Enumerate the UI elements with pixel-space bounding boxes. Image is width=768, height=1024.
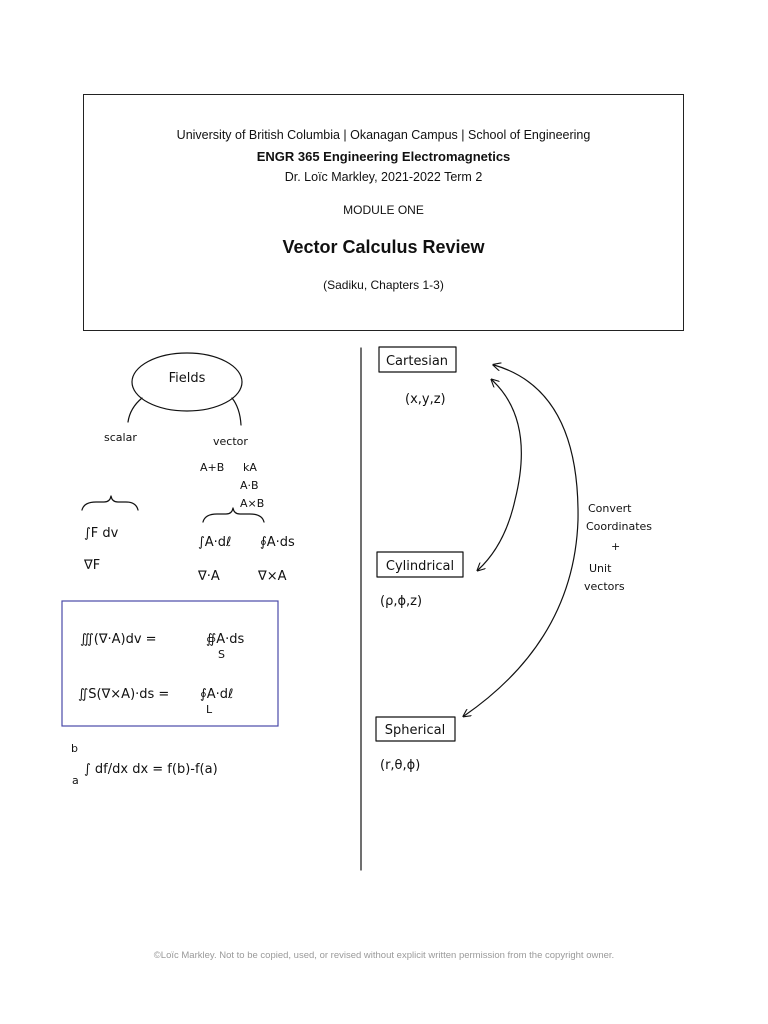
ftc-equation: ∫ df/dx dx = f(b)-f(a) bbox=[84, 762, 218, 777]
cylindrical-vars: (ρ,ϕ,z) bbox=[380, 594, 423, 609]
ftc-lower-limit: a bbox=[72, 774, 79, 787]
volume-integral: ∫F dv bbox=[84, 526, 119, 541]
divergence-theorem-lhs: ∭(∇·A)dv = bbox=[80, 632, 157, 647]
vector-brace bbox=[203, 508, 264, 522]
ftc-upper-limit: b bbox=[71, 742, 78, 755]
stokes-theorem-rhs: ∮A·dℓ bbox=[200, 687, 234, 702]
course-line: ENGR 365 Engineering Electromagnetics bbox=[256, 149, 511, 164]
dot-product: A·B bbox=[240, 479, 259, 492]
convert-note-line-2: Coordinates bbox=[586, 520, 653, 533]
instructor-line: Dr. Loïc Markley, 2021-2022 Term 2 bbox=[284, 170, 483, 184]
scalar-branch bbox=[128, 398, 142, 422]
vector-branch bbox=[232, 398, 241, 425]
convert-note-line-5: vectors bbox=[584, 580, 625, 593]
cartesian-cylindrical-arrow bbox=[478, 380, 521, 570]
surface-integral: ∮A·ds bbox=[260, 535, 295, 550]
line-integral: ∫A·dℓ bbox=[198, 535, 232, 550]
vector-scale: kA bbox=[243, 461, 257, 474]
gradient: ∇F bbox=[84, 558, 101, 573]
cartesian-label: Cartesian bbox=[385, 354, 449, 369]
spherical-label: Spherical bbox=[384, 723, 446, 738]
vector-sum: A+B bbox=[200, 461, 225, 474]
copyright-footer: ©Loïc Markley. Not to be copied, used, or revised without explicit written permission from the copyright owner. bbox=[153, 950, 615, 961]
module-line: MODULE ONE bbox=[343, 203, 424, 217]
cross-product: A×B bbox=[240, 497, 265, 510]
curl: ∇×A bbox=[258, 569, 287, 584]
convert-note-line-1: Convert bbox=[588, 502, 632, 515]
cartesian-spherical-arrow bbox=[464, 365, 578, 716]
cartesian-vars: (x,y,z) bbox=[405, 392, 446, 407]
reference-line: (Sadiku, Chapters 1-3) bbox=[323, 278, 444, 292]
divergence: ∇·A bbox=[198, 569, 220, 584]
fields-label: Fields bbox=[168, 371, 206, 386]
vector-label: vector bbox=[213, 435, 248, 448]
stokes-theorem-lhs: ∬S(∇×A)·ds = bbox=[78, 687, 170, 702]
spherical-vars: (r,θ,ϕ) bbox=[380, 758, 421, 773]
divergence-theorem-subscript: S bbox=[218, 648, 225, 661]
cylindrical-label: Cylindrical bbox=[385, 559, 455, 574]
theorems-box bbox=[62, 601, 278, 726]
scalar-label: scalar bbox=[104, 431, 137, 444]
divergence-theorem-rhs: ∯A·ds bbox=[206, 632, 245, 647]
convert-note-line-4: Unit bbox=[589, 562, 612, 575]
page-title: Vector Calculus Review bbox=[282, 237, 485, 257]
stokes-theorem-subscript: L bbox=[206, 703, 213, 716]
scalar-brace bbox=[82, 496, 138, 510]
institution-line: University of British Columbia | Okanagan Campus | School of Engineering bbox=[176, 128, 591, 142]
convert-note-line-3: + bbox=[611, 540, 621, 553]
